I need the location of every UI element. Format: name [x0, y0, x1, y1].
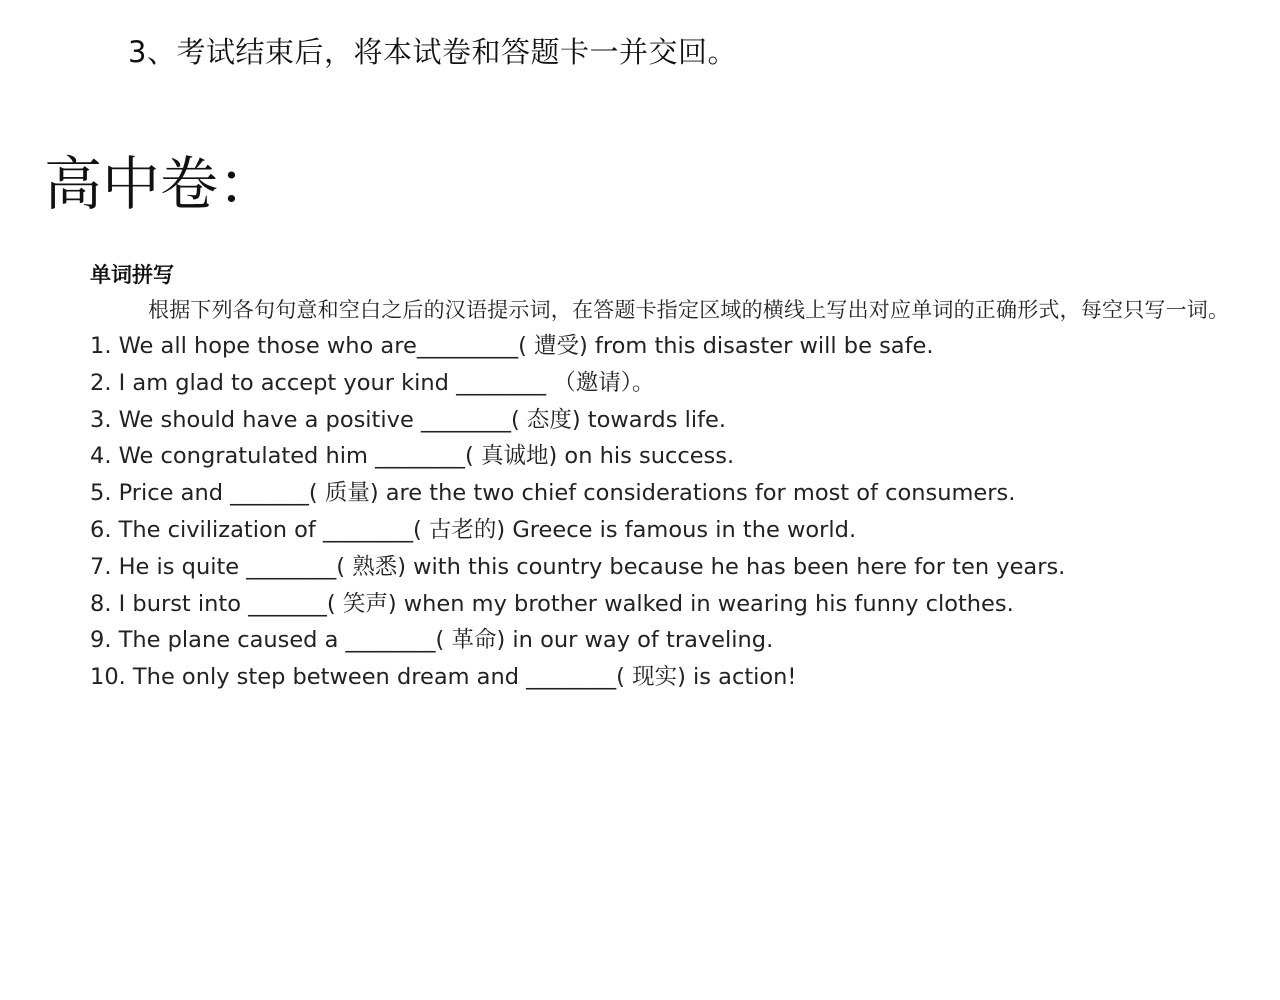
- question-item: 9. The plane caused a ________( 革命) in our way of traveling.: [90, 627, 774, 654]
- question-item: 1. We all hope those who are_________( 遭受) from this disaster will be safe.: [90, 333, 934, 359]
- question-item: 4. We congratulated him ________( 真诚地) on his success.: [90, 443, 735, 470]
- question-item: 2. I am glad to accept your kind ________ （邀请）。: [90, 369, 655, 396]
- question-item: 6. The civilization of ________( 古老的) Greece is famous in the world.: [90, 516, 857, 543]
- question-item: 7. He is quite ________( 熟悉) with this country because he has been here for ten years.: [90, 553, 1066, 580]
- section-title: 高中卷：: [44, 150, 277, 218]
- exercise-section: [90, 258, 1240, 696]
- question-list: [90, 328, 1240, 696]
- question-item: 10. The only step between dream and ________( 现实) is action!: [90, 664, 797, 691]
- exercise-directions: 根据下列各句句意和空白之后的汉语提示词，在答题卡指定区域的横线上写出对应单词的正确形式，每空只写一词。: [148, 298, 1230, 322]
- question-item: 8. I burst into _______( 笑声) when my brother walked in wearing his funny clothes.: [90, 590, 1014, 617]
- question-item: 3. We should have a positive ________( 态度) towards life.: [90, 406, 727, 433]
- exam-instruction: 3、考试结束后，将本试卷和答题卡一并交回。: [128, 35, 737, 69]
- exercise-heading: 单词拼写: [90, 263, 174, 287]
- question-item: 5. Price and _______( 质量) are the two chief considerations for most of consumers.: [90, 480, 1016, 507]
